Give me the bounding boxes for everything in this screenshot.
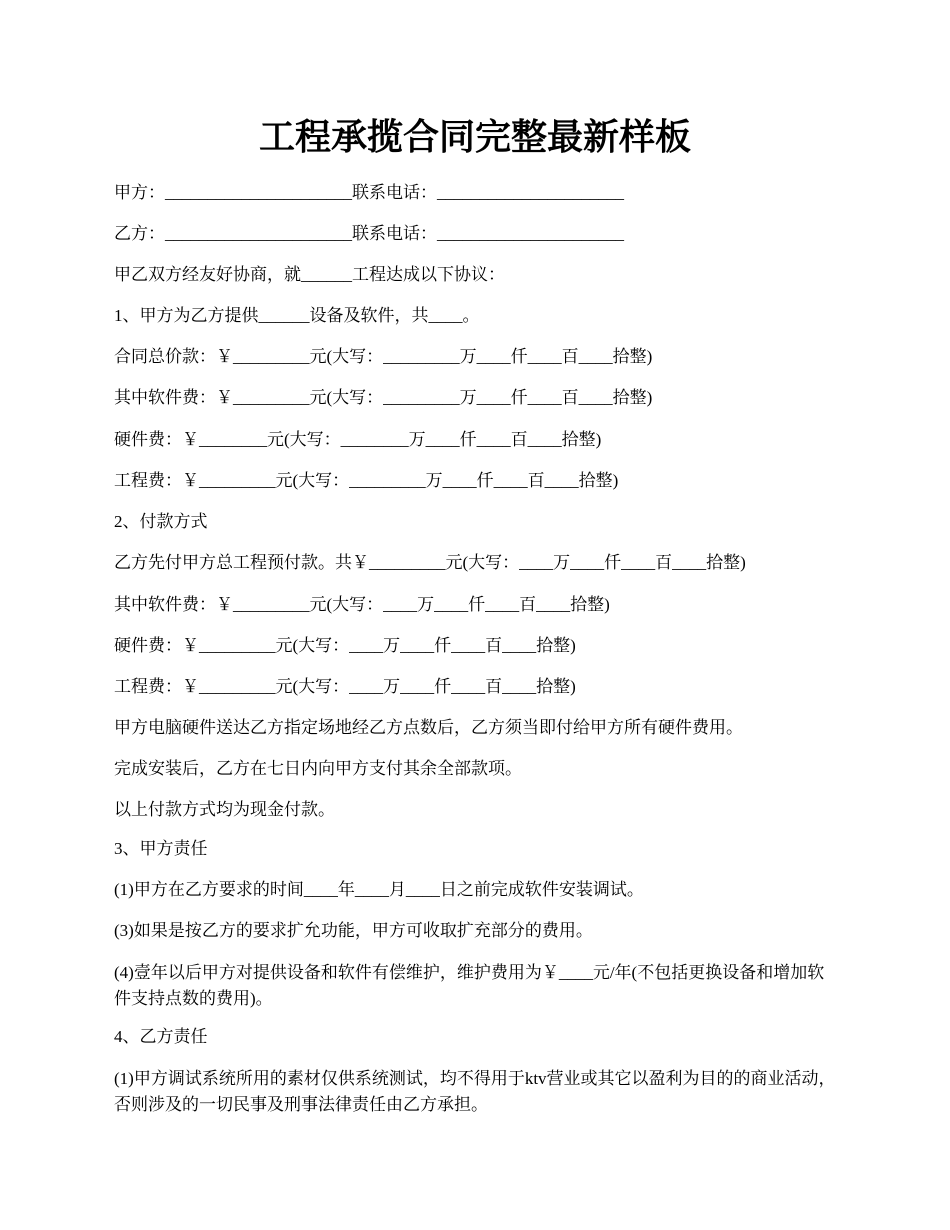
prepay-software-fee: 其中软件费：￥_________元(大写：____万____仟____百____拾整) xyxy=(114,595,610,614)
clause-4-heading: 4、乙方责任 xyxy=(114,1027,208,1046)
balance-payment-terms: 完成安装后，乙方在七日内向甲方支付其余全部款项。 xyxy=(114,759,522,778)
prepay-hardware-fee: 硬件费：￥_________元(大写：____万____仟____百____拾整) xyxy=(114,636,576,655)
software-fee: 其中软件费：￥_________元(大写：_________万____仟____百____拾整) xyxy=(114,388,653,407)
cash-payment-note: 以上付款方式均为现金付款。 xyxy=(114,800,335,819)
engineering-fee: 工程费：￥_________元(大写：_________万____仟____百____拾整) xyxy=(114,471,619,490)
hardware-fee: 硬件费：￥________元(大写：________万____仟____百____拾整) xyxy=(114,430,602,449)
clause-2-heading: 2、付款方式 xyxy=(114,512,208,531)
party-b-duty-1: (1)甲方调试系统所用的素材仅供系统测试，均不得用于ktv营业或其它以盈利为目的的商业活动，否则涉及的一切民事及刑事法律责任由乙方承担。 xyxy=(114,1069,836,1114)
party-a-duty-3: (3)如果是按乙方的要求扩允功能，甲方可收取扩充部分的费用。 xyxy=(114,921,593,940)
party-a-duty-4: (4)壹年以后甲方对提供设备和软件有偿维护，维护费用为￥____元/年(不包括更换设备和增加软件支持点数的费用)。 xyxy=(114,963,825,1008)
clause-1-supply: 1、甲方为乙方提供______设备及软件，共____。 xyxy=(114,306,480,325)
prepayment-line: 乙方先付甲方总工程预付款。共￥_________元(大写：____万____仟____百____拾整) xyxy=(114,553,746,572)
hardware-payment-terms: 甲方电脑硬件送达乙方指定场地经乙方点数后，乙方须当即付给甲方所有硬件费用。 xyxy=(114,718,743,737)
prepay-engineering-fee: 工程费：￥_________元(大写：____万____仟____百____拾整) xyxy=(114,677,576,696)
agreement-intro: 甲乙双方经友好协商，就______工程达成以下协议： xyxy=(114,265,505,284)
party-a-duty-1: (1)甲方在乙方要求的时间____年____月____日之前完成软件安装调试。 xyxy=(114,880,644,899)
contract-total-price: 合同总价款：￥_________元(大写：_________万____仟____百____拾整) xyxy=(114,347,653,366)
party-b-line: 乙方：______________________联系电话：______________________ xyxy=(114,224,624,243)
clause-3-heading: 3、甲方责任 xyxy=(114,839,208,858)
document-title: 工程承揽合同完整最新样板 xyxy=(258,117,691,157)
party-a-line: 甲方：______________________联系电话：______________________ xyxy=(114,183,624,202)
